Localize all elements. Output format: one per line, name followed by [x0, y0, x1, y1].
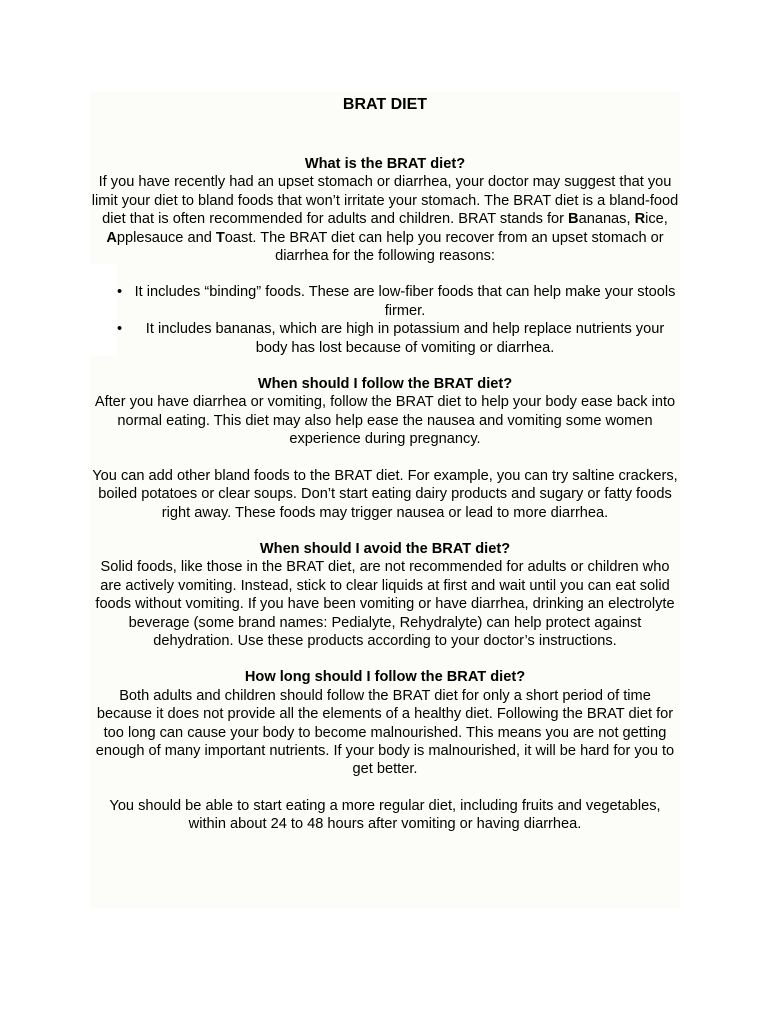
section-heading: What is the BRAT diet? — [304, 156, 466, 172]
paragraph: You can add other bland foods to the BRAT diet. For example, you can try saltine crackers, boiled potatoes or clear soups. Don’t start eating dairy products and sugary or fatty foods right away. These foods may trigger nausea or lead to more diarrhea. — [92, 467, 678, 521]
intro-paragraph: If you have recently had an upset stomach or diarrhea, your doctor may suggest that you limit your diet to bland foods that won’t irritate your stomach. The BRAT diet is a bland-food diet that is often recommended for adults and children. BRAT stands for Bananas, Rice, Applesauce and Toast. The BRAT diet can help you recover from an upset stomach or diarrhea for the following reasons: — [91, 174, 679, 265]
document-title: BRAT DIET — [342, 96, 428, 113]
section-heading: When should I avoid the BRAT diet? — [259, 540, 511, 557]
list-item: • It includes “binding” foods. These are low-fiber foods that can help make your stools firmer. — [117, 284, 676, 319]
paragraph: After you have diarrhea or vomiting, follow the BRAT diet to help your body ease back into normal eating. This diet may also help ease the nausea and vomiting some women experience during pregnancy. — [94, 394, 676, 448]
paragraph: Solid foods, like those in the BRAT diet, are not recommended for adults or children who are actively vomiting. Instead, stick to clear liquids at first and wait until you can eat solid foods without vomiting. If you have been vomiting or have diarrhea, drinking an electrolyte beverage (some brand names: Pedialyte, Rehydralyte) can help protect against dehydration. Use these products according to your doctor’s instructions. — [95, 559, 675, 649]
section-what-is — [90, 155, 680, 357]
section-heading: When should I follow the BRAT diet? — [257, 376, 513, 393]
document-body — [90, 92, 680, 834]
section-how-long — [90, 668, 680, 833]
list-item: • It includes bananas, which are high in potassium and help replace nutrients your body has lost because of vomiting or diarrhea. — [117, 321, 665, 356]
reasons-list — [90, 283, 680, 357]
section-heading: How long should I follow the BRAT diet? — [244, 669, 526, 686]
section-when-avoid — [90, 540, 680, 650]
paragraph: You should be able to start eating a more regular diet, including fruits and vegetables, within about 24 to 48 hours after vomiting or having diarrhea. — [109, 797, 661, 833]
bullet-icon: • — [117, 284, 123, 301]
bullet-icon: • — [117, 321, 123, 338]
section-when-follow — [90, 375, 680, 522]
paragraph: Both adults and children should follow the BRAT diet for only a short period of time because it does not provide all the elements of a healthy diet. Following the BRAT diet for too long can cause your body to become malnourished. This means you are not getting enough of many important nutrients. If your body is malnourished, it will be hard for you to get better. — [95, 687, 675, 778]
